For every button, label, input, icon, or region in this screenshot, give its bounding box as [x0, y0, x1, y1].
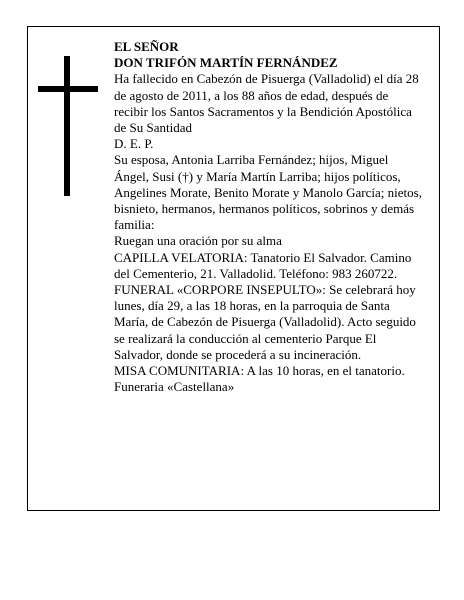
funeral-info: FUNERAL «CORPORE INSEPULTO»: Se celebrará hoy lunes, día 29, a las 18 horas, en la parroquia de Santa María, de Cabezón de Pisuerga (Valladolid). Acto seguido se realizará la conducción al cementerio Parque El Salvador, donde se procederá a su incineración. [114, 282, 416, 362]
mass-info: MISA COMUNITARIA: A las 10 horas, en el tanatorio. [114, 363, 405, 379]
death-info: Ha fallecido en Cabezón de Pisuerga (Valladolid) el día 28 de agosto de 2011, a los 88 años de edad, después de recibir los Santos Sacramentos y la Bendición Apostólica de Su Santidad [114, 71, 419, 136]
notice-text [114, 39, 424, 395]
family-list: Su esposa, Antonia Larriba Fernández; hijos, Miguel Ángel, Susi (†) y María Martín Larriba; hijos políticos, Angelines Morate, Benito Morate y Manolo García; nietos, bisnieto, hermanos, hermanos políticos, sobrinos y demás familia: [114, 152, 422, 233]
dep-text: D. E. P. [114, 136, 154, 152]
deceased-name: DON TRIFÓN MARTÍN FERNÁNDEZ [114, 55, 338, 71]
prayer-request: Ruegan una oración por su alma [114, 233, 282, 249]
cross-vertical-bar [64, 56, 70, 196]
chapel-info: CAPILLA VELATORIA: Tanatorio El Salvador. Camino del Cementerio, 21. Valladolid. Teléfono: 983 260722. [114, 249, 412, 281]
cross-icon [38, 56, 98, 196]
notice-title: EL SEÑOR [114, 39, 179, 54]
cross-horizontal-bar [38, 86, 98, 92]
funeral-home: Funeraria «Castellana» [114, 379, 235, 395]
